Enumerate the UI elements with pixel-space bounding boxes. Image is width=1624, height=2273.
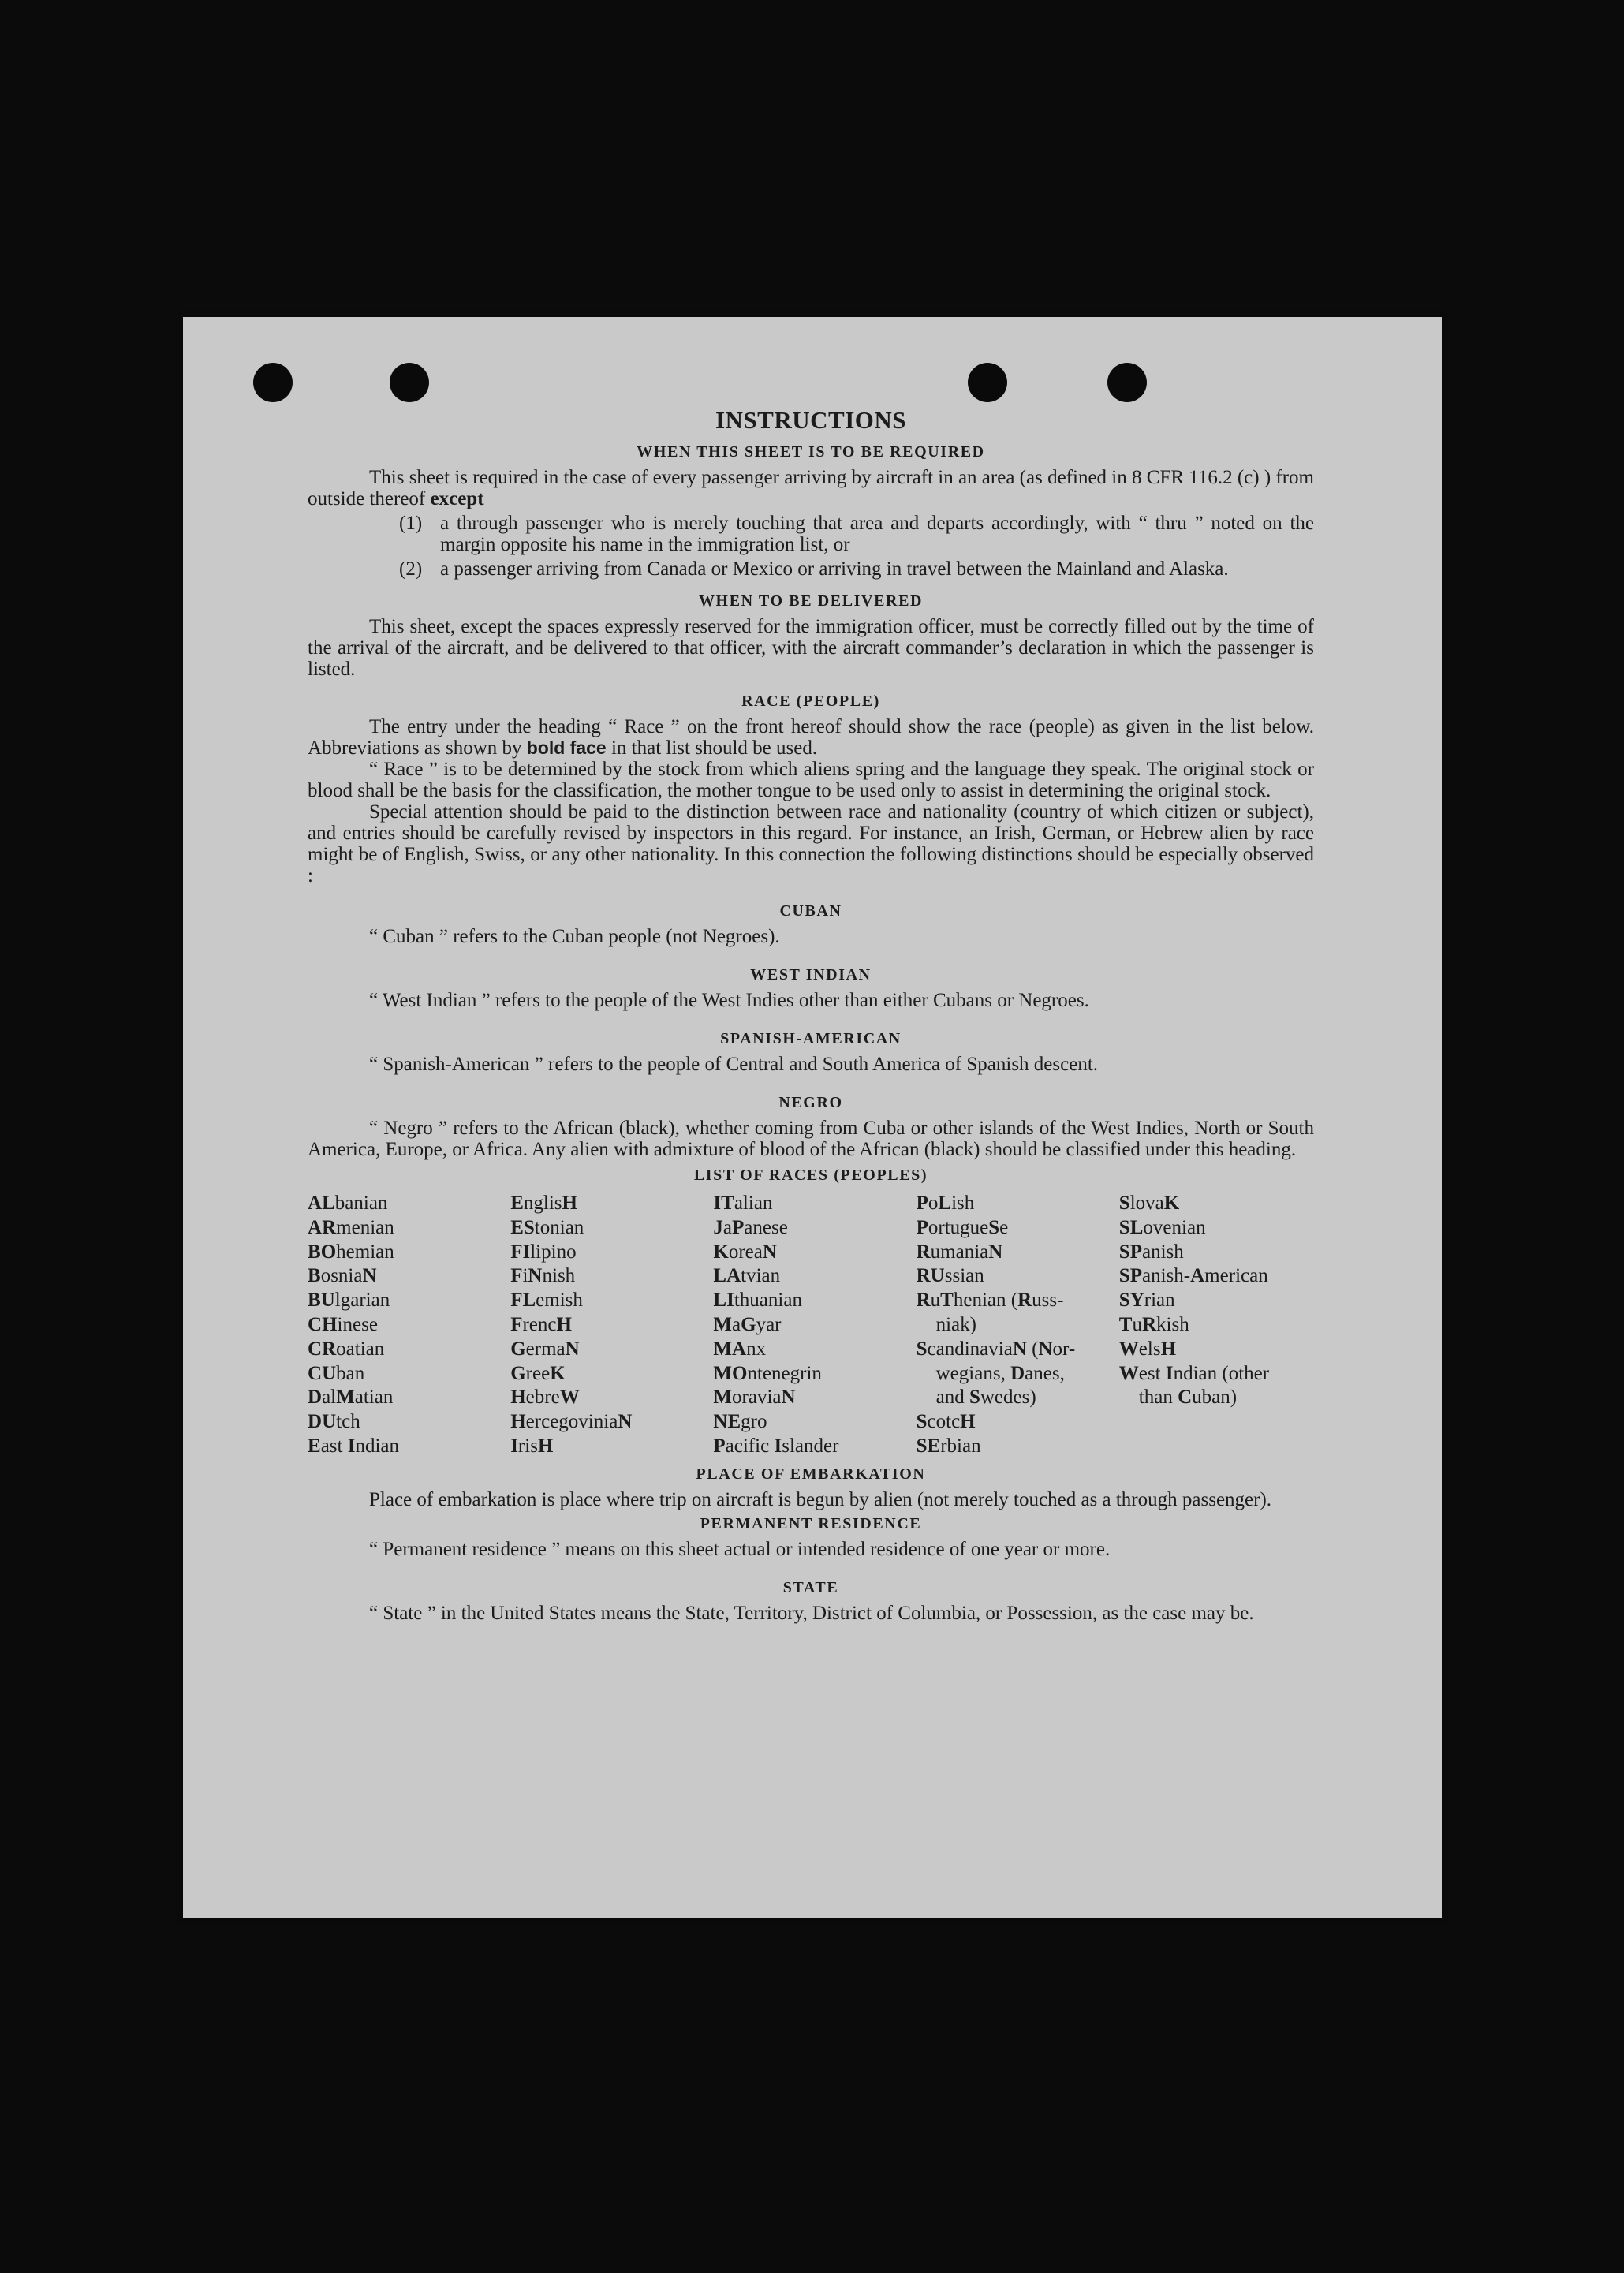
- embarkation-text: Place of embarkation is place where trip on aircraft is begun by alien (not merely touched as a through passenger).: [369, 1488, 1272, 1510]
- heading-residence: PERMANENT RESIDENCE: [700, 1514, 922, 1532]
- race-entry: SPanish-American: [1118, 1265, 1268, 1287]
- race-entry: GreeK: [510, 1362, 566, 1384]
- residence-text: “ Permanent residence ” means on this sheet actual or intended residence of one year or more.: [369, 1538, 1111, 1560]
- heading-negro: NEGRO: [778, 1094, 843, 1111]
- punch-hole: [968, 363, 1007, 402]
- race-entry: ALbanian: [308, 1192, 388, 1214]
- instructions-content: [308, 407, 1314, 1624]
- race-entry: HebreW: [510, 1387, 580, 1409]
- race-entry: EStonian: [510, 1216, 584, 1238]
- race-entry: ScandinaviaN (Nor-: [916, 1338, 1076, 1360]
- race-entry: JaPanese: [713, 1216, 788, 1238]
- race-entry: than Cuban): [1138, 1387, 1238, 1409]
- heading-when-delivered: WHEN TO BE DELIVERED: [698, 592, 924, 610]
- race-entry: SlovaK: [1118, 1192, 1180, 1214]
- race-entry: NEgro: [713, 1411, 767, 1433]
- race-entry: RumaniaN: [916, 1241, 1003, 1263]
- race-entry: PoLish: [916, 1192, 975, 1214]
- exception-item: [399, 513, 1314, 555]
- race-entry: FrencH: [510, 1313, 572, 1335]
- race-entry: PortugueSe: [916, 1216, 1009, 1238]
- race-entry: FiNnish: [510, 1265, 576, 1287]
- west-indian-text: “ West Indian ” refers to the people of the West Indies other than either Cubans or Negroes.: [369, 990, 1089, 1011]
- negro-text: “ Negro ” refers to the African (black), whether coming from Cuba or other islands of the West Indies, North or South America, Europe, or Africa. Any alien with admixture of blood of the African (black) should be classified under this heading.: [308, 1118, 1314, 1160]
- race-entry: MAnx: [713, 1338, 767, 1360]
- race-entry: HercegoviniaN: [510, 1411, 633, 1433]
- races-table: [308, 1192, 1314, 1459]
- heading-west-indian: WEST INDIAN: [750, 966, 872, 983]
- exception-item: [399, 558, 1314, 580]
- race-entry: FLemish: [510, 1290, 583, 1312]
- document-sheet: [183, 317, 1442, 1918]
- race-entry: SPanish: [1118, 1241, 1184, 1263]
- race-entry: GermaN: [510, 1338, 580, 1360]
- races-column: [1119, 1192, 1314, 1459]
- race-entry: RUssian: [916, 1265, 984, 1287]
- race-entry: EnglisH: [510, 1192, 577, 1214]
- heading-state: STATE: [782, 1578, 839, 1596]
- race-paragraph-3: Special attention should be paid to the distinction between race and nationality (country of which citizen or subject), and entries should be carefully revised by inspectors in this regard. For instance, an Irish, German, or Hebrew alien by race might be of English, Swiss, or any other nationality. In this connection the following distinctions should be especially observed :: [308, 801, 1314, 886]
- race-entry: KoreaN: [713, 1241, 777, 1263]
- race-entry: MoraviaN: [713, 1387, 796, 1409]
- race-entry: SYrian: [1118, 1290, 1175, 1312]
- race-entry: CRoatian: [308, 1338, 385, 1360]
- race-entry: RuThenian (Russ-: [916, 1290, 1064, 1312]
- race-entry: LAtvian: [713, 1265, 781, 1287]
- race-entry: IrisH: [510, 1435, 554, 1457]
- punch-hole: [390, 363, 429, 402]
- punch-hole: [253, 363, 293, 402]
- race-paragraph-2: “ Race ” is to be determined by the stock from which aliens spring and the language they speak. The original stock or blood shall be the basis for the classification, the mother tongue to be used only to assist in determining the original stock.: [308, 759, 1314, 801]
- exception-text: a through passenger who is merely touching that area and departs accordingly, with “ thru ” noted on the margin opposite his name in the immigration list, or: [440, 513, 1314, 555]
- page-title: INSTRUCTIONS: [715, 406, 906, 434]
- races-column: [713, 1192, 908, 1459]
- race-entry: BosniaN: [308, 1265, 377, 1287]
- heading-race: RACE (PEOPLE): [741, 692, 880, 710]
- exception-number: (2): [399, 558, 423, 580]
- race-entry: TuRkish: [1118, 1313, 1189, 1335]
- state-text: “ State ” in the United States means the State, Territory, District of Columbia, or Possession, as the case may be.: [369, 1602, 1254, 1624]
- race-entry: East Indian: [308, 1435, 400, 1457]
- race-entry: ARmenian: [308, 1216, 394, 1238]
- race-entry: MOntenegrin: [713, 1362, 822, 1384]
- races-column: [308, 1192, 502, 1459]
- race-entry: ScotcH: [916, 1411, 976, 1433]
- heading-when-required: WHEN THIS SHEET IS TO BE REQUIRED: [637, 443, 985, 461]
- race-entry: BOhemian: [308, 1241, 394, 1263]
- cuban-text: “ Cuban ” refers to the Cuban people (not Negroes).: [369, 926, 780, 947]
- races-column: [510, 1192, 705, 1459]
- race-entry: LIthuanian: [713, 1290, 802, 1312]
- race-paragraph-1: The entry under the heading “ Race ” on the front hereof should show the race (people) as given in the list below. Abbreviations as shown by bold face in that list should be used.: [308, 716, 1314, 759]
- race-entry: SLovenian: [1118, 1216, 1206, 1238]
- punch-hole: [1107, 363, 1147, 402]
- race-entry: niak): [935, 1313, 976, 1335]
- exception-text: a passenger arriving from Canada or Mexico or arriving in travel between the Mainland and Alaska.: [440, 558, 1229, 580]
- races-column: [917, 1192, 1111, 1459]
- heading-list-of-races: LIST OF RACES (PEOPLES): [693, 1166, 928, 1184]
- race-entry: FIlipino: [510, 1241, 577, 1263]
- when-delivered-text: This sheet, except the spaces expressly reserved for the immigration officer, must be correctly filled out by the time of the arrival of the aircraft, and be delivered to that officer, with the aircraft commander’s declaration in which the passenger is listed.: [308, 616, 1314, 680]
- race-entry: and Swedes): [935, 1387, 1036, 1409]
- race-entry: SErbian: [916, 1435, 981, 1457]
- race-entry: WelsH: [1118, 1338, 1177, 1360]
- heading-spanish-american: SPANISH-AMERICAN: [720, 1030, 902, 1047]
- when-required-intro: This sheet is required in the case of every passenger arriving by aircraft in an area (as defined in 8 CFR 116.2 (c) ) from outside thereof except: [308, 467, 1314, 509]
- race-entry: wegians, Danes,: [935, 1362, 1065, 1384]
- race-entry: MaGyar: [713, 1313, 782, 1335]
- race-entry: West Indian (other: [1118, 1362, 1270, 1384]
- exception-number: (1): [399, 513, 423, 534]
- race-entry: CHinese: [308, 1313, 378, 1335]
- spanish-american-text: “ Spanish-American ” refers to the people of Central and South America of Spanish descent.: [369, 1054, 1099, 1075]
- exception-list: [308, 513, 1314, 580]
- race-entry: DalMatian: [308, 1387, 394, 1409]
- race-entry: ITalian: [713, 1192, 773, 1214]
- heading-cuban: CUBAN: [779, 902, 842, 920]
- heading-embarkation: PLACE OF EMBARKATION: [696, 1465, 926, 1483]
- race-entry: DUtch: [308, 1411, 360, 1433]
- race-entry: CUban: [308, 1362, 365, 1384]
- race-entry: BUlgarian: [308, 1290, 390, 1312]
- race-entry: Pacific Islander: [713, 1435, 839, 1457]
